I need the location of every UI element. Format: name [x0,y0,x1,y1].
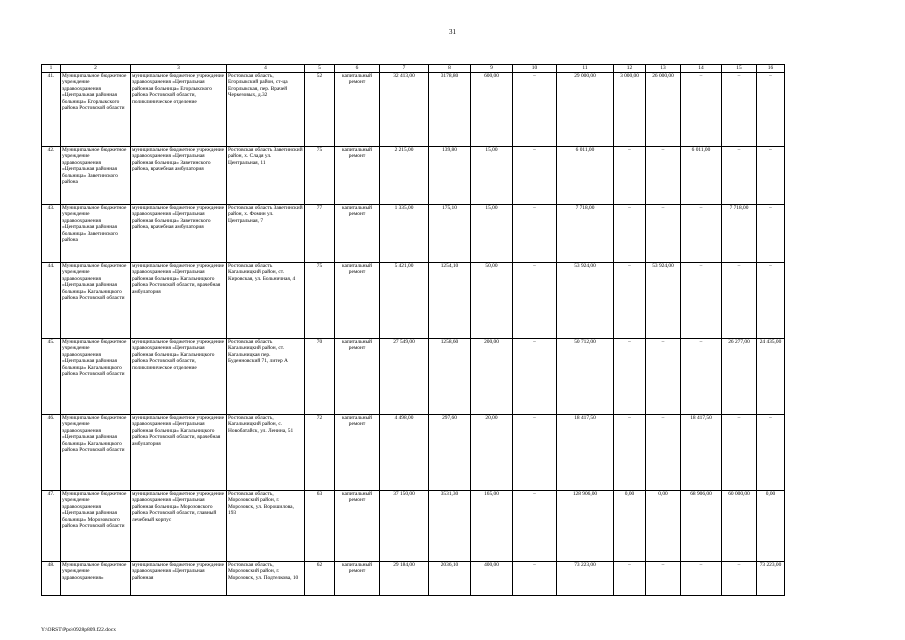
table-cell: Муниципальное бюджетное учреждение здравоохранения «Центральная районная больница» Заветинского района [61,147,131,205]
table-cell: 53 924,00 [646,263,681,339]
table-row [42,415,785,491]
table-cell: муниципальное бюджетное учреждение здравоохранения «Центральная районная больница» Морозовского района Ростовской области, главный лечебный корпус [131,491,227,562]
header-row [42,65,785,73]
table-cell: капитальный ремонт [335,205,380,263]
table-cell: 128 906,00 [557,491,614,562]
table-cell: 60 000,00 [722,491,757,562]
table-cell: 18 417,50 [681,415,722,491]
header-cell: 4 [227,65,305,73]
table-cell: Муниципальное бюджетное учреждение здравоохранения» [61,562,131,596]
table-cell: – [646,562,681,596]
table-cell: – [513,205,557,263]
table-cell: 45. [42,339,61,415]
table-cell: – [722,562,757,596]
table-cell: 165,00 [471,491,513,562]
table-cell: 600,00 [471,73,513,147]
table-cell: 1254,10 [429,263,471,339]
header-cell: 10 [513,65,557,73]
table-cell: капитальный ремонт [335,562,380,596]
table-cell: 2 215,00 [380,147,429,205]
program-table [41,64,785,596]
table-cell: – [722,263,757,339]
table-cell: 53 924,00 [557,263,614,339]
table-cell: – [722,415,757,491]
table-cell: 50 712,00 [557,339,614,415]
table-cell: муниципальное бюджетное учреждение здравоохранения «Центральная районная больница» Кагальницкого района Ростовской области, поликлиническое отделение [131,339,227,415]
table-cell: Муниципальное бюджетное учреждение здравоохранения «Центральная районная больница» Морозовского района Ростовской области [61,491,131,562]
table-cell: муниципальное бюджетное учреждение здравоохранения «Центральная районная больница» Кагальницкого района Ростовской области, врачебная амбулатория [131,263,227,339]
table-row [42,205,785,263]
table-cell: – [757,263,785,339]
table-cell: 50,00 [471,263,513,339]
table-cell: 200,00 [471,339,513,415]
table-cell: 7 718,00 [557,205,614,263]
table-cell: Муниципальное бюджетное учреждение здравоохранения «Центральная районная больница» Кагальницкого района Ростовской области [61,263,131,339]
header-cell: 6 [335,65,380,73]
table-cell: – [646,415,681,491]
table-cell: Муниципальное бюджетное учреждение здравоохранения «Центральная районная больница» Кагальницкого района Ростовской области [61,415,131,491]
table-cell: 44. [42,263,61,339]
table-cell: 15,00 [471,205,513,263]
header-cell: 1 [42,65,61,73]
table-cell: – [513,263,557,339]
table-cell: 400,00 [471,562,513,596]
table-cell: 6 011,00 [557,147,614,205]
table-cell: 139,80 [429,147,471,205]
table-cell: муниципальное бюджетное учреждение здравоохранения «Центральная районная больница» Заветинского района, врачебная амбулатория [131,205,227,263]
table-cell: 5 421,00 [380,263,429,339]
table-cell: 68 906,00 [681,491,722,562]
table-cell: капитальный ремонт [335,263,380,339]
table-cell: 29 000,00 [557,73,614,147]
table-cell: 62 [305,562,335,596]
table-cell: Ростовская область, Морозовский район, г. Морозовск, ул. Ворошилова, 193 [227,491,305,562]
header-cell: 8 [429,65,471,73]
table-cell: 42. [42,147,61,205]
file-path-footer: Y:\ORST\Ppo\0928p809.f22.docx [41,627,116,633]
table-cell: Ростовская область Заветинский район, х. Фомин ул. Центральная, 7 [227,205,305,263]
table-cell: – [722,147,757,205]
table-cell: 15,00 [471,147,513,205]
table-cell: – [681,205,722,263]
table-cell: муниципальное бюджетное учреждение здравоохранения «Центральная районная больница» Кагальницкого района Ростовской области, врачебная амбулатория [131,415,227,491]
table-cell: 75 [305,147,335,205]
table-cell: 75 [305,263,335,339]
header-cell: 11 [557,65,614,73]
table-cell: 1258,60 [429,339,471,415]
table-row [42,491,785,562]
table-cell: – [513,562,557,596]
table-cell: – [757,205,785,263]
table-cell: 32 413,00 [380,73,429,147]
table-cell: 20,00 [471,415,513,491]
table-cell: – [757,147,785,205]
table-cell: – [513,415,557,491]
table-cell: – [513,73,557,147]
table-cell: 77 [305,205,335,263]
table-row [42,73,785,147]
table-cell: 6 011,00 [681,147,722,205]
table-cell: 26 277,00 [722,339,757,415]
table-cell: Ростовская область Заветинский район, х. Сладя ул. Центральная, 11 [227,147,305,205]
table-cell: 26 000,00 [646,73,681,147]
table-cell: капитальный ремонт [335,415,380,491]
table-cell: 24 435,00 [757,339,785,415]
table-cell: Муниципальное бюджетное учреждение здравоохранения «Центральная районная больница» Заветинского района [61,205,131,263]
table-cell: – [513,339,557,415]
table-cell: – [646,205,681,263]
header-cell: 14 [681,65,722,73]
table-cell: – [513,491,557,562]
table-cell: 297,60 [429,415,471,491]
table-cell: 4 498,00 [380,415,429,491]
header-cell: 16 [757,65,785,73]
table-cell: Ростовская область, Морозовский район, г. Морозовск, ул. Подтелкова, 10 [227,562,305,596]
table-cell: муниципальное бюджетное учреждение здравоохранения «Центральная районная больница» Егорлыкского района Ростовской области, поликлиническое отделение [131,73,227,147]
header-cell: 15 [722,65,757,73]
table-cell: 0,00 [757,491,785,562]
table-cell: – [681,339,722,415]
table-cell: 29 184,00 [380,562,429,596]
table-cell: 43. [42,205,61,263]
table-cell: Ростовская область, Егорлыкский район, ст-ца Егорлыкская, пер. Врачей Черкезовых, д.32 [227,73,305,147]
table-cell: 72 [305,415,335,491]
table-cell: – [646,147,681,205]
table-cell: 41. [42,73,61,147]
table-cell: капитальный ремонт [335,339,380,415]
table-cell: – [614,415,646,491]
header-cell: 13 [646,65,681,73]
table-cell: 175,10 [429,205,471,263]
table-cell: 37 150,00 [380,491,429,562]
table-cell: 73 223,00 [757,562,785,596]
table-cell: Муниципальное бюджетное учреждение здравоохранения «Центральная районная больница» Егорлыкского района Ростовской области [61,73,131,147]
table-cell: 3531,30 [429,491,471,562]
table-cell: – [681,263,722,339]
table-cell: капитальный ремонт [335,147,380,205]
table-cell: – [681,562,722,596]
table-cell: – [681,73,722,147]
table-cell: капитальный ремонт [335,491,380,562]
table-cell: 18 417,50 [557,415,614,491]
table-cell: 73 223,00 [557,562,614,596]
table-cell: Ростовская область Кагальницкий район, ст. Кагальницкая пер. Буденновский 71, литер А [227,339,305,415]
table-cell: муниципальное бюджетное учреждение здравоохранения «Центральная районная [131,562,227,596]
header-cell: 2 [61,65,131,73]
table-cell: – [757,415,785,491]
table-cell: 7 718,00 [722,205,757,263]
header-cell: 9 [471,65,513,73]
table-cell: муниципальное бюджетное учреждение здравоохранения «Центральная районная больница» Заветинского района, врачебная амбулатория [131,147,227,205]
table-row [42,562,785,596]
header-cell: 7 [380,65,429,73]
table-cell: 52 [305,73,335,147]
table-cell: 27 549,00 [380,339,429,415]
table-row [42,339,785,415]
table-cell: 63 [305,491,335,562]
table-cell: 46. [42,415,61,491]
table-cell: Муниципальное бюджетное учреждение здравоохранения «Центральная районная больница» Кагальницкого района Ростовской области [61,339,131,415]
table-cell: – [614,339,646,415]
table-row [42,263,785,339]
header-cell: 12 [614,65,646,73]
page-number: 31 [449,28,456,36]
table-cell: – [614,147,646,205]
header-cell: 5 [305,65,335,73]
table-cell: 70 [305,339,335,415]
table-cell: Ростовская область, Кагальницкий район, с. Новобатайск, ул. Ленина, 51 [227,415,305,491]
table-cell: 1 335,00 [380,205,429,263]
table-cell: капитальный ремонт [335,73,380,147]
table-cell: 0,00 [614,491,646,562]
table-cell: 0,00 [646,491,681,562]
header-cell: 3 [131,65,227,73]
table-cell: 47. [42,491,61,562]
table-cell: – [614,205,646,263]
table-cell: – [646,339,681,415]
table-cell: – [757,73,785,147]
table-cell: – [614,263,646,339]
table-row [42,147,785,205]
table-cell: – [614,562,646,596]
table-cell: 3 000,00 [614,73,646,147]
table-cell: 2036,10 [429,562,471,596]
table-cell: 48. [42,562,61,596]
table-cell: – [513,147,557,205]
table-cell: Ростовская область Кагальницкий район, ст. Кировская, ул. Больничная, 4 [227,263,305,339]
table-cell: – [722,73,757,147]
table-cell: 3178,80 [429,73,471,147]
